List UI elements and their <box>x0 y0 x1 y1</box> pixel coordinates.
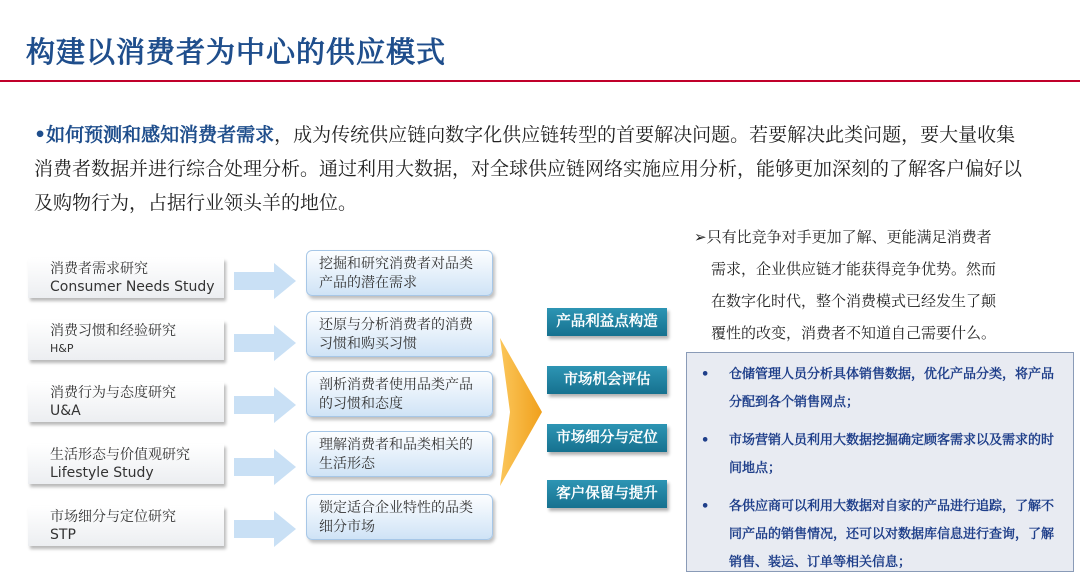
flow-arrow-icon <box>234 263 296 299</box>
flow-arrow-icon <box>234 511 296 547</box>
flow-arrow-icon <box>234 449 296 485</box>
outcome-label: 产品利益点构造 <box>547 308 667 336</box>
research-label: 消费行为与态度研究 <box>50 385 176 401</box>
insight-box: 还原与分析消费者的消费习惯和购买习惯 <box>306 311 493 357</box>
research-sub: STP <box>50 527 76 543</box>
note-line: 需求，企业供应链才能获得竞争优势。然而 <box>711 260 997 278</box>
arrow-bullet-icon: ➢ <box>694 228 707 246</box>
research-item-consumer-needs <box>28 258 224 298</box>
research-label: 生活形态与价值观研究 <box>50 447 190 463</box>
usage-panel <box>686 352 1074 572</box>
research-label: 消费者需求研究 <box>50 261 148 277</box>
summary-note <box>694 221 1066 349</box>
insight-box: 剖析消费者使用品类产品的习惯和态度 <box>306 371 493 417</box>
outcome-label: 客户保留与提升 <box>547 480 667 508</box>
intro-paragraph <box>34 118 1034 220</box>
usage-item: • 仓储管理人员分析具体销售数据，优化产品分类，将产品分配到各个销售网点； <box>695 361 1063 417</box>
usage-item: • 市场营销人员利用大数据挖掘确定顾客需求以及需求的时间地点； <box>695 427 1063 483</box>
bullet-icon: • <box>701 367 710 382</box>
note-line: 在数字化时代，整个消费模式已经发生了颠 <box>711 292 997 310</box>
note-line <box>694 221 1066 253</box>
insight-box: 锁定适合企业特性的品类细分市场 <box>306 494 493 540</box>
usage-item: • 各供应商可以利用大数据对自家的产品进行追踪，了解不同产品的销售情况，还可以对数据库信息进行查询，了解销售、装运、订单等相关信息； <box>695 493 1063 577</box>
intro-highlight: •如何预测和感知消费者需求 <box>34 124 275 146</box>
research-item-lifestyle <box>28 444 224 484</box>
research-sub: H&P <box>50 342 74 355</box>
research-item-stp <box>28 506 224 546</box>
note-line: 覆性的改变，消费者不知道自己需要什么。 <box>711 324 997 342</box>
research-item-habits <box>28 320 224 360</box>
research-item-behavior <box>28 382 224 422</box>
outcome-label: 市场机会评估 <box>547 366 667 394</box>
note-text: 只有比竞争对手更加了解、更能满足消费者 <box>706 228 992 246</box>
insight-box: 挖掘和研究消费者对品类产品的潜在需求 <box>306 250 493 296</box>
bullet-icon: • <box>701 433 710 448</box>
intro-text: ，成为传统供应链向数字化供应链转型的首要解决问题。若要解决此类问题，要大量收集消费者数据并进行综合处理分析。通过利用大数据，对全球供应链网络实施应用分析，能够更加深刻的了解客户偏好以及购物行为，占据行业领头羊的地位。 <box>34 124 1023 214</box>
outcome-label: 市场细分与定位 <box>547 424 667 452</box>
research-sub: Consumer Needs Study <box>50 279 215 295</box>
flow-arrow-icon <box>234 325 296 361</box>
usage-list <box>695 361 1063 577</box>
research-sub: Lifestyle Study <box>50 465 154 481</box>
bullet-icon: • <box>701 499 710 514</box>
research-label: 市场细分与定位研究 <box>50 509 176 525</box>
research-label: 消费习惯和经验研究 <box>50 323 176 339</box>
flow-arrow-icon <box>234 387 296 423</box>
research-sub: U&A <box>50 403 81 419</box>
converge-arrow-icon <box>500 338 542 486</box>
insight-box: 理解消费者和品类相关的生活形态 <box>306 431 493 477</box>
page-title: 构建以消费者为中心的供应模式 <box>26 35 447 69</box>
title-divider <box>0 80 1080 82</box>
